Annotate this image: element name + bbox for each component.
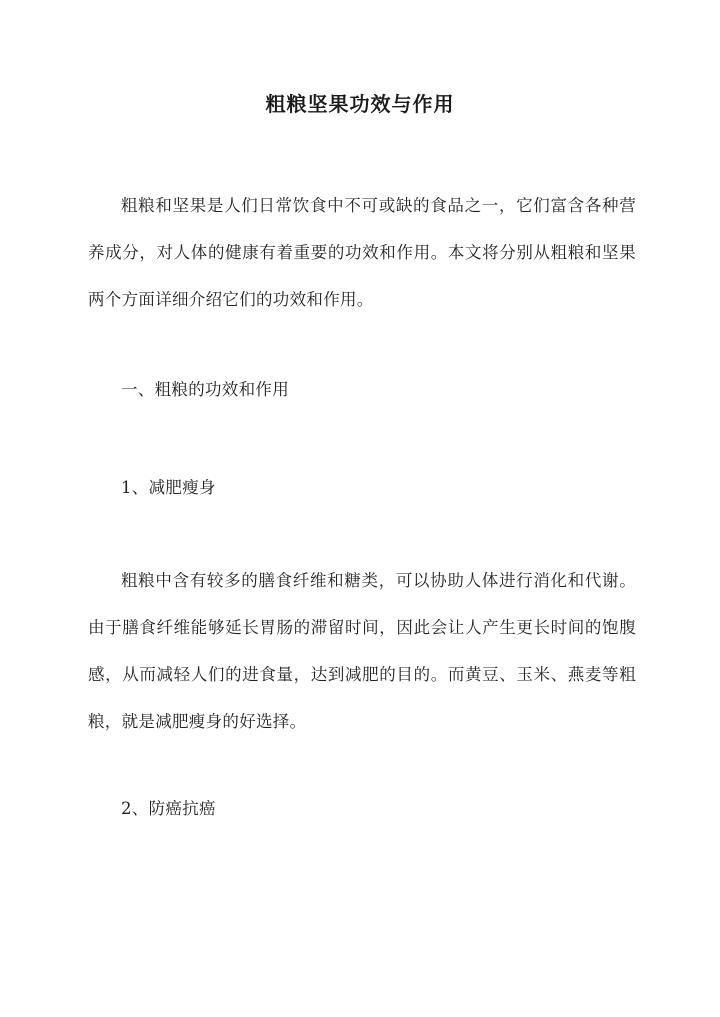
document-title: 粗粮坚果功效与作用 bbox=[265, 92, 455, 116]
subheading-anti-cancer: 2、防癌抗癌 bbox=[121, 799, 216, 818]
section-heading-coarse-grains: 一、粗粮的功效和作用 bbox=[121, 380, 289, 399]
subheading-weight-loss: 1、减肥瘦身 bbox=[121, 478, 216, 497]
weight-loss-paragraph: 粗粮中含有较多的膳食纤维和糖类，可以协助人体进行消化和代谢。由于膳食纤维能够延长胃肠的滞留时间，因此会让人产生更长时间的饱腹感，从而减轻人们的进食量，达到减肥的目的。而黄豆、玉米、燕麦等粗粮，就是减肥瘦身的好选择。 bbox=[88, 571, 636, 731]
intro-paragraph: 粗粮和坚果是人们日常饮食中不可或缺的食品之一，它们富含各种营养成分，对人体的健康有着重要的功效和作用。本文将分别从粗粮和坚果两个方面详细介绍它们的功效和作用。 bbox=[88, 196, 636, 309]
